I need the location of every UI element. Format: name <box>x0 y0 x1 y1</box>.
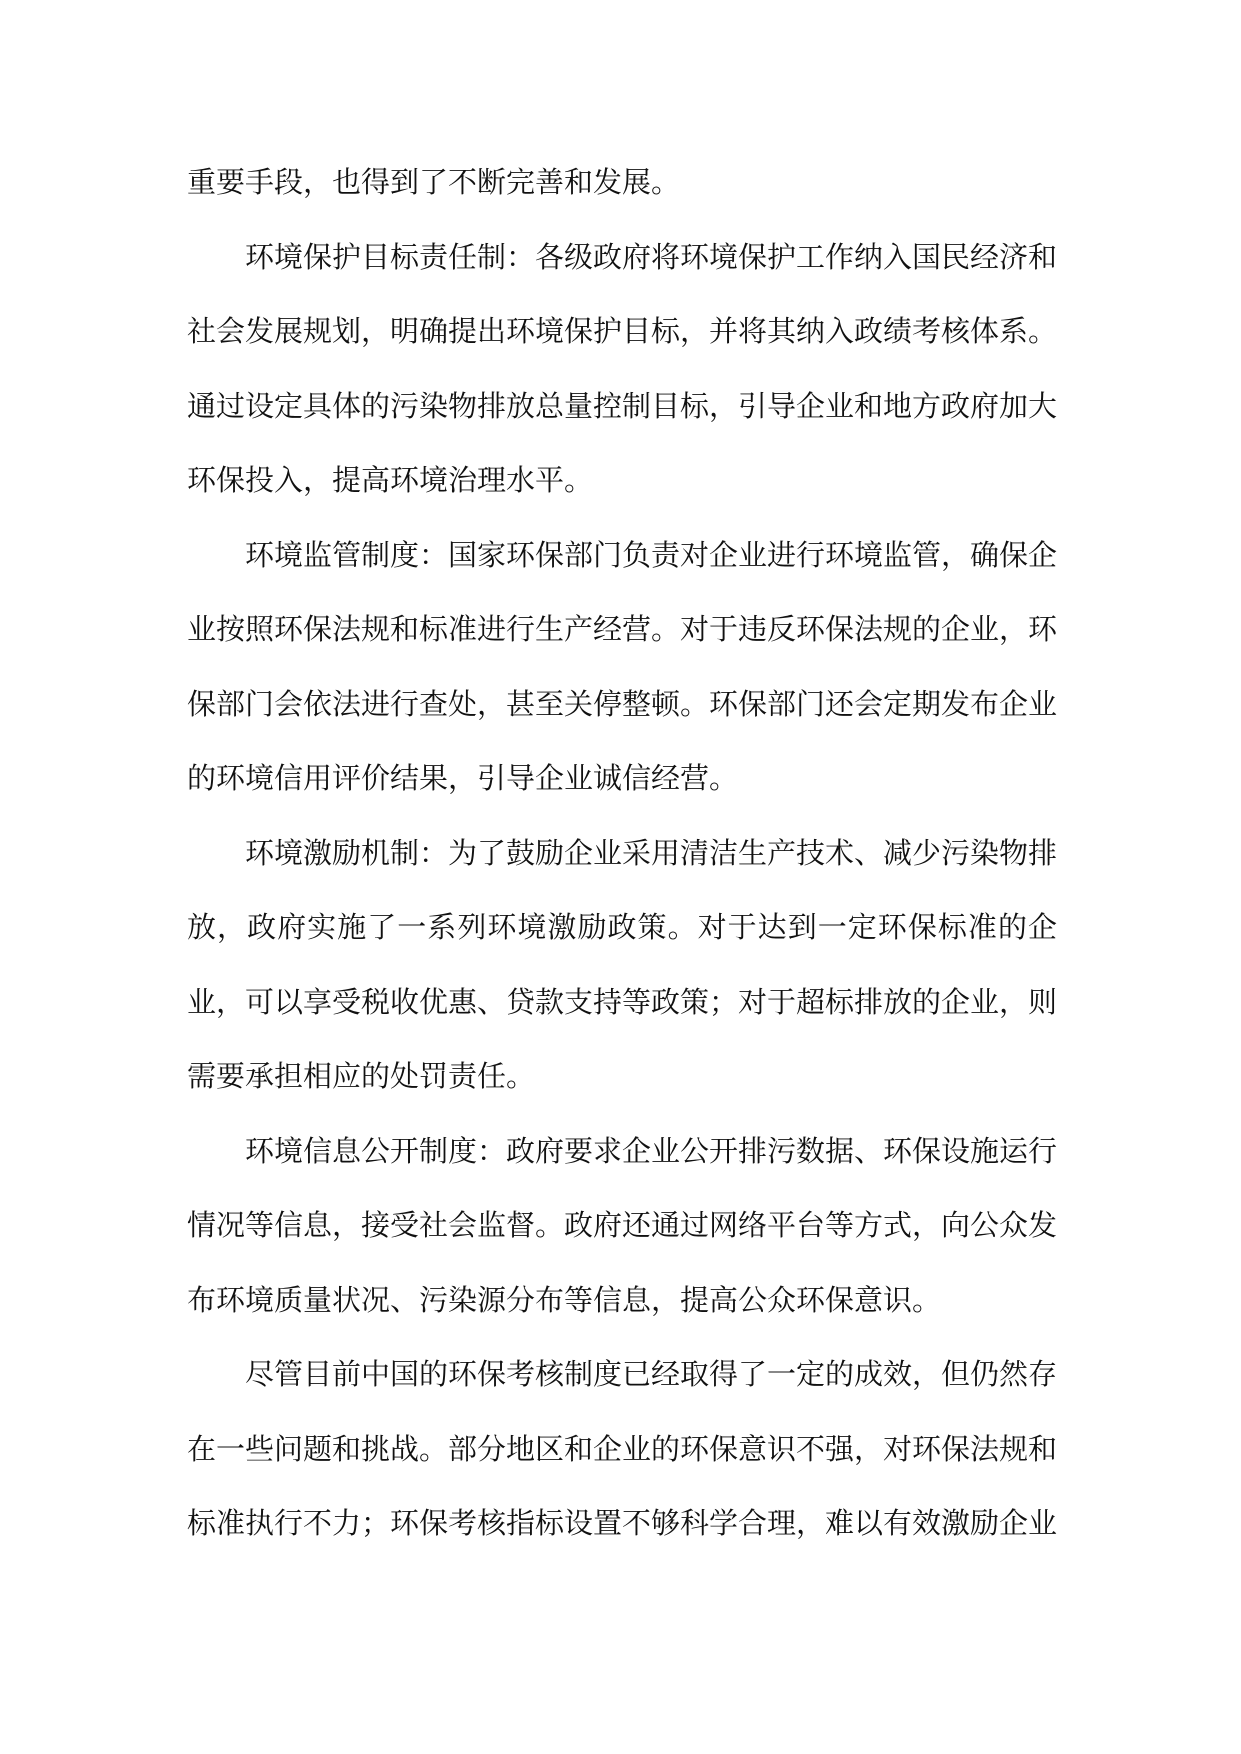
paragraph-information-disclosure: 环境信息公开制度：政府要求企业公开排污数据、环保设施运行情况等信息，接受社会监督。政府还通过网络平台等方式，向公众发布环境质量状况、污染源分布等信息，提高公众环保意识。 <box>187 1133 1058 1317</box>
paragraph-environmental-supervision: 环境监管制度：国家环保部门负责对企业进行环境监管，确保企业按照环保法规和标准进行生产经营。对于违反环保法规的企业，环保部门会依法进行查处，甚至关停整顿。环保部门还会定期发布企业的环境信用评价结果，引导企业诚信经营。 <box>187 537 1058 795</box>
paragraph-incentive-mechanism: 环境激励机制：为了鼓励企业采用清洁生产技术、减少污染物排放，政府实施了一系列环境激励政策。对于达到一定环保标准的企业，可以享受税收优惠、贷款支持等政策；对于超标排放的企业，则需要承担相应的处罚责任。 <box>187 835 1058 1093</box>
paragraph-problems-and-challenges: 尽管目前中国的环保考核制度已经取得了一定的成效，但仍然存在一些问题和挑战。部分地区和企业的环保意识不强，对环保法规和标准执行不力；环保考核指标设置不够科学合理，难以有效激励企业 <box>187 1357 1058 1540</box>
document-body <box>187 145 1057 1561</box>
paragraph-target-responsibility-system: 环境保护目标责任制：各级政府将环境保护工作纳入国民经济和社会发展规划，明确提出环境保护目标，并将其纳入政绩考核体系。通过设定具体的污染物排放总量控制目标，引导企业和地方政府加大环保投入，提高环境治理水平。 <box>187 239 1058 497</box>
paragraph-continuation: 重要手段，也得到了不断完善和发展。 <box>187 165 681 199</box>
